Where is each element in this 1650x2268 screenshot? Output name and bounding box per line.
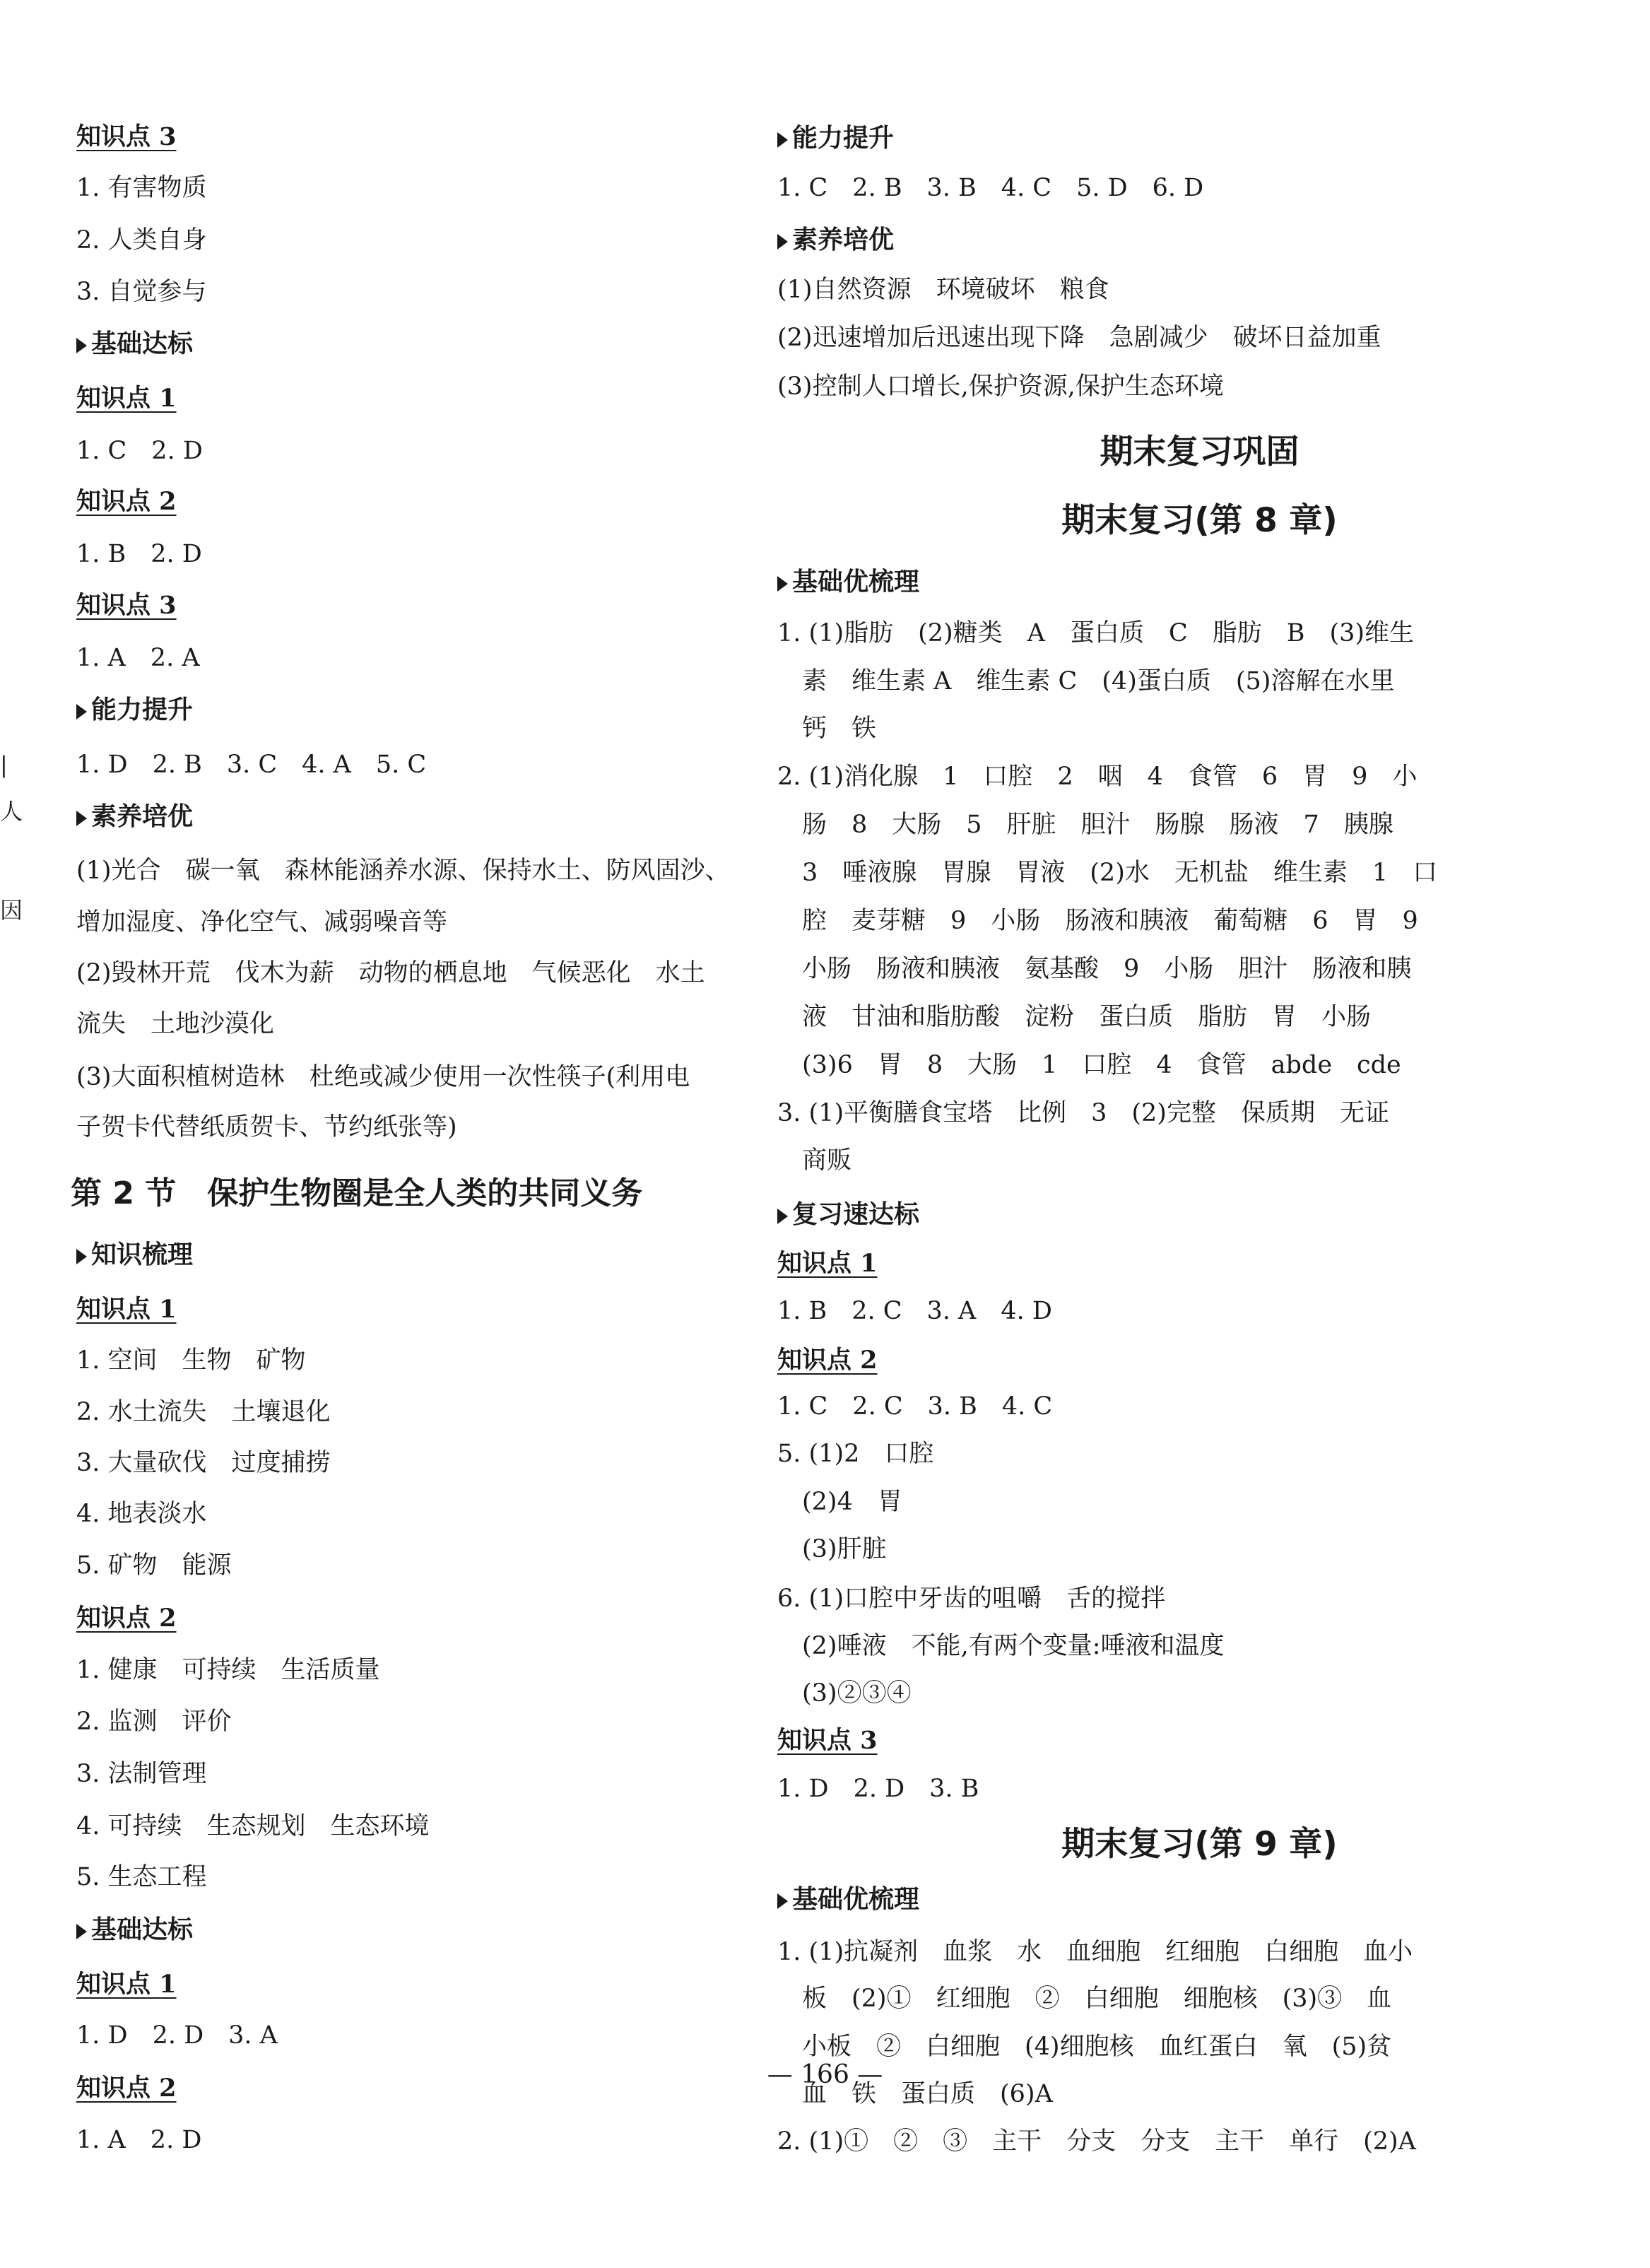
- answer-line: 腔 麦芽糖 9 小肠 肠液和胰液 葡萄糖 6 胃 9: [777, 907, 1418, 935]
- answer-line: 1. B 2. D: [76, 540, 202, 568]
- answer-line: 液 甘油和脂肪酸 淀粉 蛋白质 脂肪 胃 小肠: [777, 1003, 1372, 1031]
- answer-line: (2)唾液 不能,有两个变量:唾液和温度: [777, 1632, 1225, 1660]
- answer-line: 小肠 肠液和胰液 氨基酸 9 小肠 胆汁 肠液和胰: [777, 955, 1412, 983]
- play-triangle-icon: [76, 338, 87, 353]
- section-heading: [777, 1198, 919, 1232]
- knowledge-point-label: 知识点 2: [76, 487, 177, 516]
- section-heading: [76, 327, 193, 361]
- answer-line: 商贩: [777, 1146, 852, 1175]
- answer-line: (2)4 胃: [777, 1488, 902, 1516]
- answer-line: 1. A 2. D: [76, 2126, 202, 2154]
- answer-line: 1. A 2. A: [76, 644, 200, 672]
- chapter-title: 期末复习(第 8 章): [1061, 501, 1338, 540]
- section-heading: [76, 693, 193, 727]
- section-heading-text: 基础优梳理: [792, 1885, 920, 1914]
- answer-line: 3 唾液腺 胃腺 胃液 (2)水 无机盐 维生素 1 口: [777, 859, 1438, 887]
- knowledge-point-label: 知识点 2: [76, 2074, 177, 2103]
- section-heading-text: 能力提升: [792, 124, 895, 153]
- knowledge-point-label: 知识点 1: [76, 1295, 177, 1324]
- page-number: — 166 —: [767, 2060, 883, 2089]
- knowledge-point-label: 知识点 3: [76, 591, 177, 620]
- answer-line: 1. C 2. D: [76, 437, 203, 465]
- section-heading-text: 素养培优: [91, 802, 194, 831]
- answer-line: 3. (1)平衡膳食宝塔 比例 3 (2)完整 保质期 无证: [777, 1099, 1389, 1127]
- answer-line: 2. 人类自身: [76, 226, 207, 254]
- answer-line: 1. D 2. B 3. C 4. A 5. C: [76, 751, 427, 779]
- part-title: 期末复习巩固: [1100, 433, 1300, 471]
- section-heading-text: 基础优梳理: [792, 568, 920, 597]
- answer-line: 5. (1)2 口腔: [777, 1440, 934, 1468]
- play-triangle-icon: [76, 704, 87, 719]
- answer-line: 4. 可持续 生态规划 生态环境: [76, 1812, 430, 1840]
- answer-line: 1. C 2. B 3. B 4. C 5. D 6. D: [777, 174, 1204, 202]
- section-heading: [76, 1238, 193, 1272]
- answer-line: 1. D 2. D 3. B: [777, 1775, 979, 1803]
- edge-fragment: 因: [0, 897, 23, 924]
- play-triangle-icon: [76, 811, 87, 826]
- knowledge-point-label: 知识点 2: [76, 1604, 177, 1633]
- answer-line: 5. 生态工程: [76, 1863, 207, 1891]
- section-heading: [777, 223, 894, 257]
- play-triangle-icon: [76, 1924, 87, 1939]
- answer-line: 2. (1)① ② ③ 主干 分支 分支 主干 单行 (2)A: [777, 2127, 1416, 2156]
- knowledge-point-label: 知识点 3: [777, 1726, 878, 1755]
- section-heading: [777, 1883, 919, 1917]
- answer-line: 6. (1)口腔中牙齿的咀嚼 舌的搅拌: [777, 1585, 1166, 1613]
- answer-line: 5. 矿物 能源: [76, 1551, 232, 1580]
- answer-line: 血 铁 蛋白质 (6)A: [777, 2080, 1053, 2108]
- play-triangle-icon: [777, 1209, 788, 1224]
- answer-line: 1. (1)脂肪 (2)糖类 A 蛋白质 C 脂肪 B (3)维生: [777, 619, 1415, 647]
- section-heading-text: 知识梳理: [91, 1240, 194, 1269]
- answer-line: (1)自然资源 环境破坏 粮食: [777, 276, 1109, 304]
- section-heading: [76, 800, 193, 834]
- answer-line: 3. 自觉参与: [76, 278, 207, 306]
- knowledge-point-label: 知识点 1: [76, 1970, 177, 1999]
- answer-line: 素 维生素 A 维生素 C (4)蛋白质 (5)溶解在水里: [777, 667, 1395, 695]
- answer-line: 肠 8 大肠 5 肝脏 胆汁 肠腺 肠液 7 胰腺: [777, 811, 1393, 839]
- answer-line: 增加湿度、净化空气、减弱噪音等: [76, 908, 448, 936]
- section-title: 第 2 节 保护生物圈是全人类的共同义务: [71, 1175, 643, 1211]
- answer-line: 1. D 2. D 3. A: [76, 2021, 278, 2050]
- play-triangle-icon: [777, 132, 788, 148]
- edge-fragment: |: [0, 751, 8, 778]
- answer-line: 1. B 2. C 3. A 4. D: [777, 1297, 1052, 1325]
- answer-line: 钙 铁: [777, 715, 877, 743]
- answer-line: 3. 大量砍伐 过度捕捞: [76, 1449, 331, 1477]
- answer-line: (2)迅速增加后迅速出现下降 急剧减少 破坏日益加重: [777, 324, 1381, 352]
- section-heading-text: 基础达标: [91, 1915, 194, 1944]
- answer-line: 流失 土地沙漠化: [76, 1010, 275, 1038]
- section-heading: [777, 565, 919, 599]
- knowledge-point-label: 知识点 1: [76, 384, 177, 413]
- play-triangle-icon: [76, 1249, 87, 1264]
- answer-line: 1. 有害物质: [76, 174, 207, 202]
- answer-line: 2. 水土流失 土壤退化: [76, 1398, 331, 1426]
- section-heading-text: 复习速达标: [792, 1200, 920, 1229]
- answer-line: 3. 法制管理: [76, 1760, 207, 1788]
- section-heading-text: 素养培优: [792, 225, 895, 254]
- answer-line: 1. (1)抗凝剂 血浆 水 血细胞 红细胞 白细胞 血小: [777, 1938, 1413, 1966]
- play-triangle-icon: [777, 576, 788, 592]
- answer-line: (3)大面积植树造林 杜绝或减少使用一次性筷子(利用电: [76, 1063, 690, 1091]
- answer-line: 4. 地表淡水: [76, 1500, 207, 1528]
- section-heading-text: 基础达标: [91, 329, 194, 358]
- answer-line: (3)6 胃 8 大肠 1 口腔 4 食管 abde cde: [777, 1051, 1401, 1079]
- chapter-title: 期末复习(第 9 章): [1061, 1825, 1338, 1864]
- answer-line: (3)控制人口增长,保护资源,保护生态环境: [777, 372, 1224, 401]
- knowledge-point-label: 知识点 3: [76, 122, 177, 151]
- answer-line: 2. (1)消化腺 1 口腔 2 咽 4 食管 6 胃 9 小: [777, 763, 1418, 791]
- section-heading: [777, 122, 894, 155]
- section-heading-text: 能力提升: [91, 695, 194, 724]
- play-triangle-icon: [777, 1893, 788, 1909]
- section-heading: [76, 1913, 193, 1947]
- knowledge-point-label: 知识点 2: [777, 1346, 878, 1375]
- answer-line: (3)②③④: [777, 1679, 912, 1708]
- edge-fragment: 人: [0, 798, 23, 825]
- answer-line: 1. C 2. C 3. B 4. C: [777, 1392, 1053, 1421]
- knowledge-point-label: 知识点 1: [777, 1249, 878, 1278]
- answer-line: 1. 空间 生物 矿物: [76, 1346, 306, 1375]
- answer-line: (1)光合 碳一氧 森林能涵养水源、保持水土、防风固沙、: [76, 857, 730, 885]
- answer-line: 板 (2)① 红细胞 ② 白细胞 细胞核 (3)③ 血: [777, 1985, 1392, 2013]
- answer-line: 子贺卡代替纸质贺卡、节约纸张等): [76, 1113, 457, 1141]
- play-triangle-icon: [777, 234, 788, 249]
- answer-line: 小板 ② 白细胞 (4)细胞核 血红蛋白 氧 (5)贫: [777, 2033, 1392, 2061]
- answer-line: 2. 监测 评价: [76, 1708, 232, 1736]
- answer-line: (3)肝脏: [777, 1535, 887, 1563]
- answer-line: (2)毁林开荒 伐木为薪 动物的栖息地 气候恶化 水土: [76, 959, 705, 987]
- answer-line: 1. 健康 可持续 生活质量: [76, 1656, 380, 1684]
